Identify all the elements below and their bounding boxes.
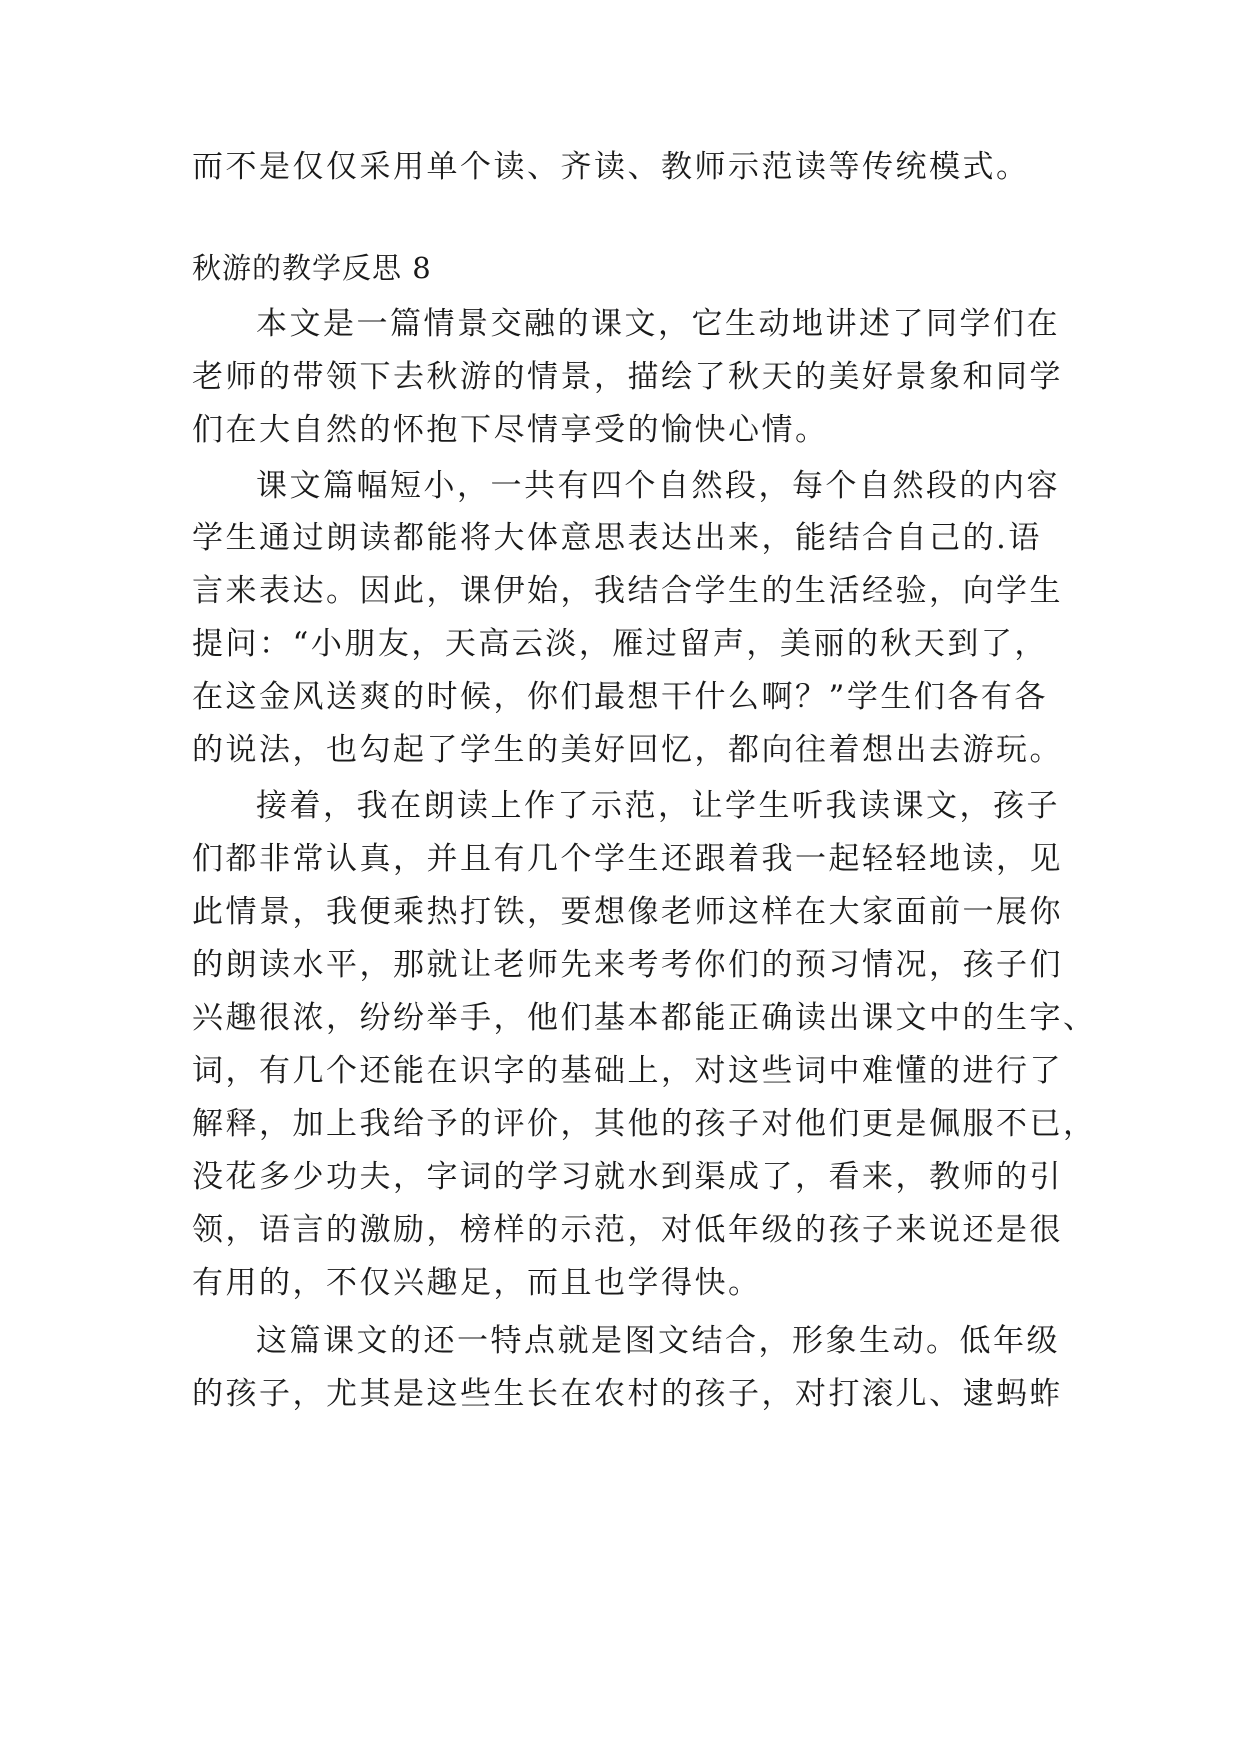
text-line: 们在大自然的怀抱下尽情享受的愉快心情。 [192,412,829,448]
text-line: 领，语言的激励，榜样的示范，对低年级的孩子来说还是很 [192,1212,1063,1248]
paragraph-first-line: 课文篇幅短小，一共有四个自然段，每个自然段的内容 [256,468,1060,504]
text-line: 在这金风送爽的时候，你们最想干什么啊？”学生们各有各 [192,679,1048,715]
section-heading: 秋游的教学反思 8 [192,251,432,285]
text-line: 学生通过朗读都能将大体意思表达出来，能结合自己的.语 [192,520,1042,556]
text-line: 此情景，我便乘热打铁，要想像老师这样在大家面前一展你 [192,894,1063,930]
text-line: 没花多少功夫，字词的学习就水到渠成了，看来，教师的引 [192,1159,1063,1195]
text-line: 有用的，不仅兴趣足，而且也学得快。 [192,1265,762,1301]
text-line: 老师的带领下去秋游的情景，描绘了秋天的美好景象和同学 [192,359,1063,395]
text-line: 提问：“小朋友，天高云淡，雁过留声，美丽的秋天到了， [192,626,1048,662]
text-line: 而不是仅仅采用单个读、齐读、教师示范读等传统模式。 [192,149,1030,185]
text-line: 言来表达。因此，课伊始，我结合学生的生活经验，向学生 [192,573,1063,609]
text-line: 的朗读水平，那就让老师先来考考你们的预习情况，孩子们 [192,947,1063,983]
paragraph-first-line: 接着，我在朗读上作了示范，让学生听我读课文，孩子 [256,788,1060,824]
text-line: 们都非常认真，并且有几个学生还跟着我一起轻轻地读，见 [192,841,1063,877]
text-line: 的说法，也勾起了学生的美好回忆，都向往着想出去游玩。 [192,732,1063,768]
text-line: 解释，加上我给予的评价，其他的孩子对他们更是佩服不已， [192,1106,1097,1142]
paragraph-first-line: 这篇课文的还一特点就是图文结合，形象生动。低年级 [256,1323,1060,1359]
text-line: 的孩子，尤其是这些生长在农村的孩子，对打滚儿、逮蚂蚱 [192,1376,1063,1412]
text-line: 兴趣很浓，纷纷举手，他们基本都能正确读出课文中的生字、 [192,1000,1097,1036]
text-line: 词，有几个还能在识字的基础上，对这些词中难懂的进行了 [192,1053,1063,1089]
paragraph-first-line: 本文是一篇情景交融的课文，它生动地讲述了同学们在 [256,306,1060,342]
